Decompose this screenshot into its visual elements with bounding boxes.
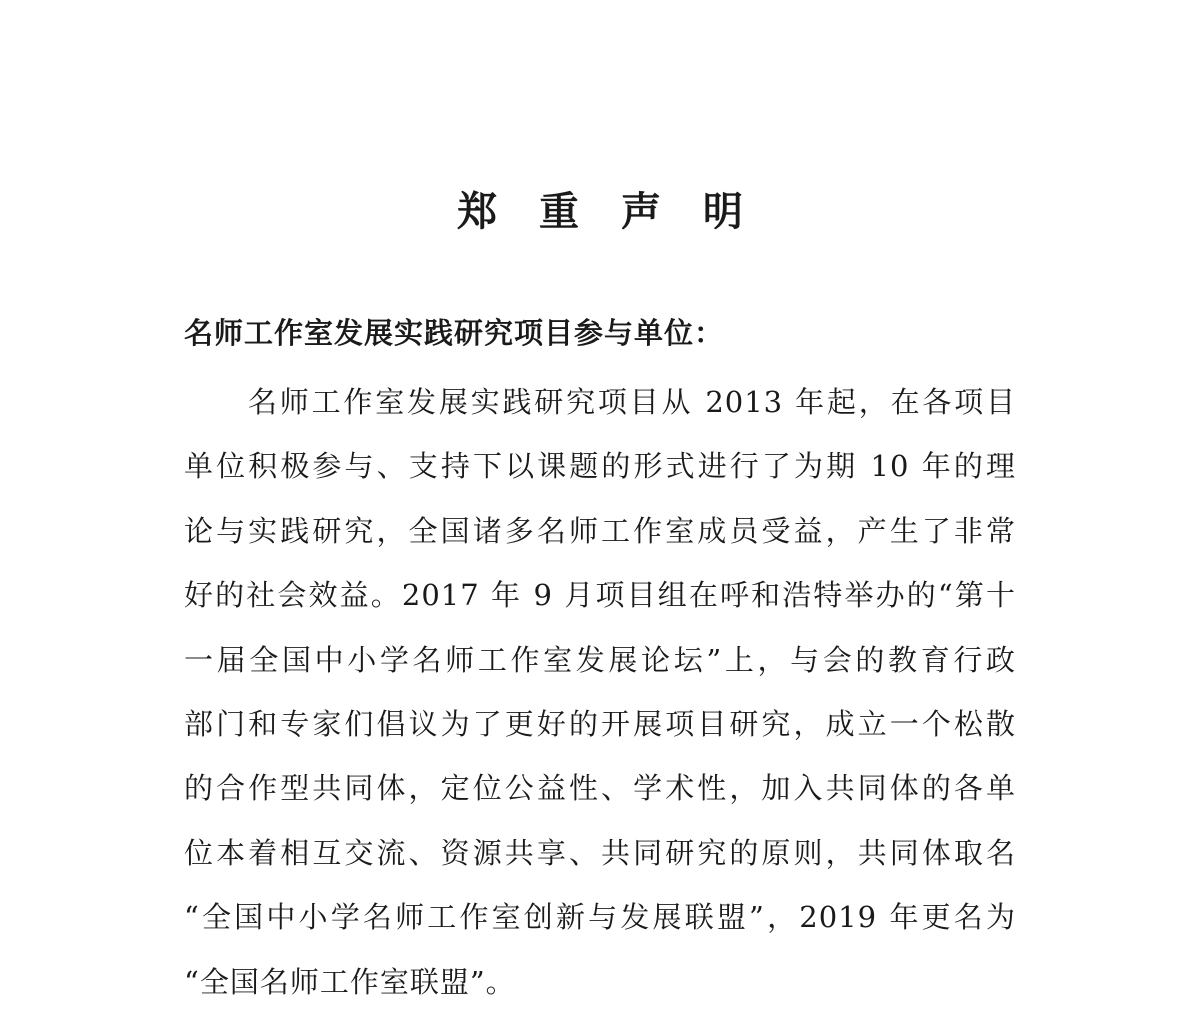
paragraph-line: 名师工作室发展实践研究项目从 2013 年起，在各项目 [248, 385, 1016, 419]
paragraph-line: 位本着相互交流、资源共享、共同研究的原则，共同体取名 [184, 835, 1016, 870]
document-title: 郑 重 声 明 [457, 188, 757, 235]
paragraph-line: 单位积极参与、支持下以课题的形式进行了为期 10 年的理 [184, 449, 1016, 484]
paragraph-line: 的合作型共同体，定位公益性、学术性，加入共同体的各单 [184, 771, 1016, 806]
paragraph-line: 一届全国中小学名师工作室发展论坛”上，与会的教育行政 [184, 642, 1016, 677]
section-subheading: 名师工作室发展实践研究项目参与单位： [184, 316, 725, 350]
paragraph-line: 好的社会效益。2017 年 9 月项目组在呼和浩特举办的“第十 [184, 578, 1016, 613]
paragraph-line: 部门和专家们倡议为了更好的开展项目研究，成立一个松散 [184, 706, 1016, 741]
paragraph-line: “全国名师工作室联盟”。 [184, 964, 516, 999]
statement-paragraph [184, 370, 1016, 1014]
paragraph-line: 论与实践研究，全国诸多名师工作室成员受益，产生了非常 [184, 513, 1016, 548]
paragraph-line: “全国中小学名师工作室创新与发展联盟”，2019 年更名为 [184, 900, 1016, 935]
